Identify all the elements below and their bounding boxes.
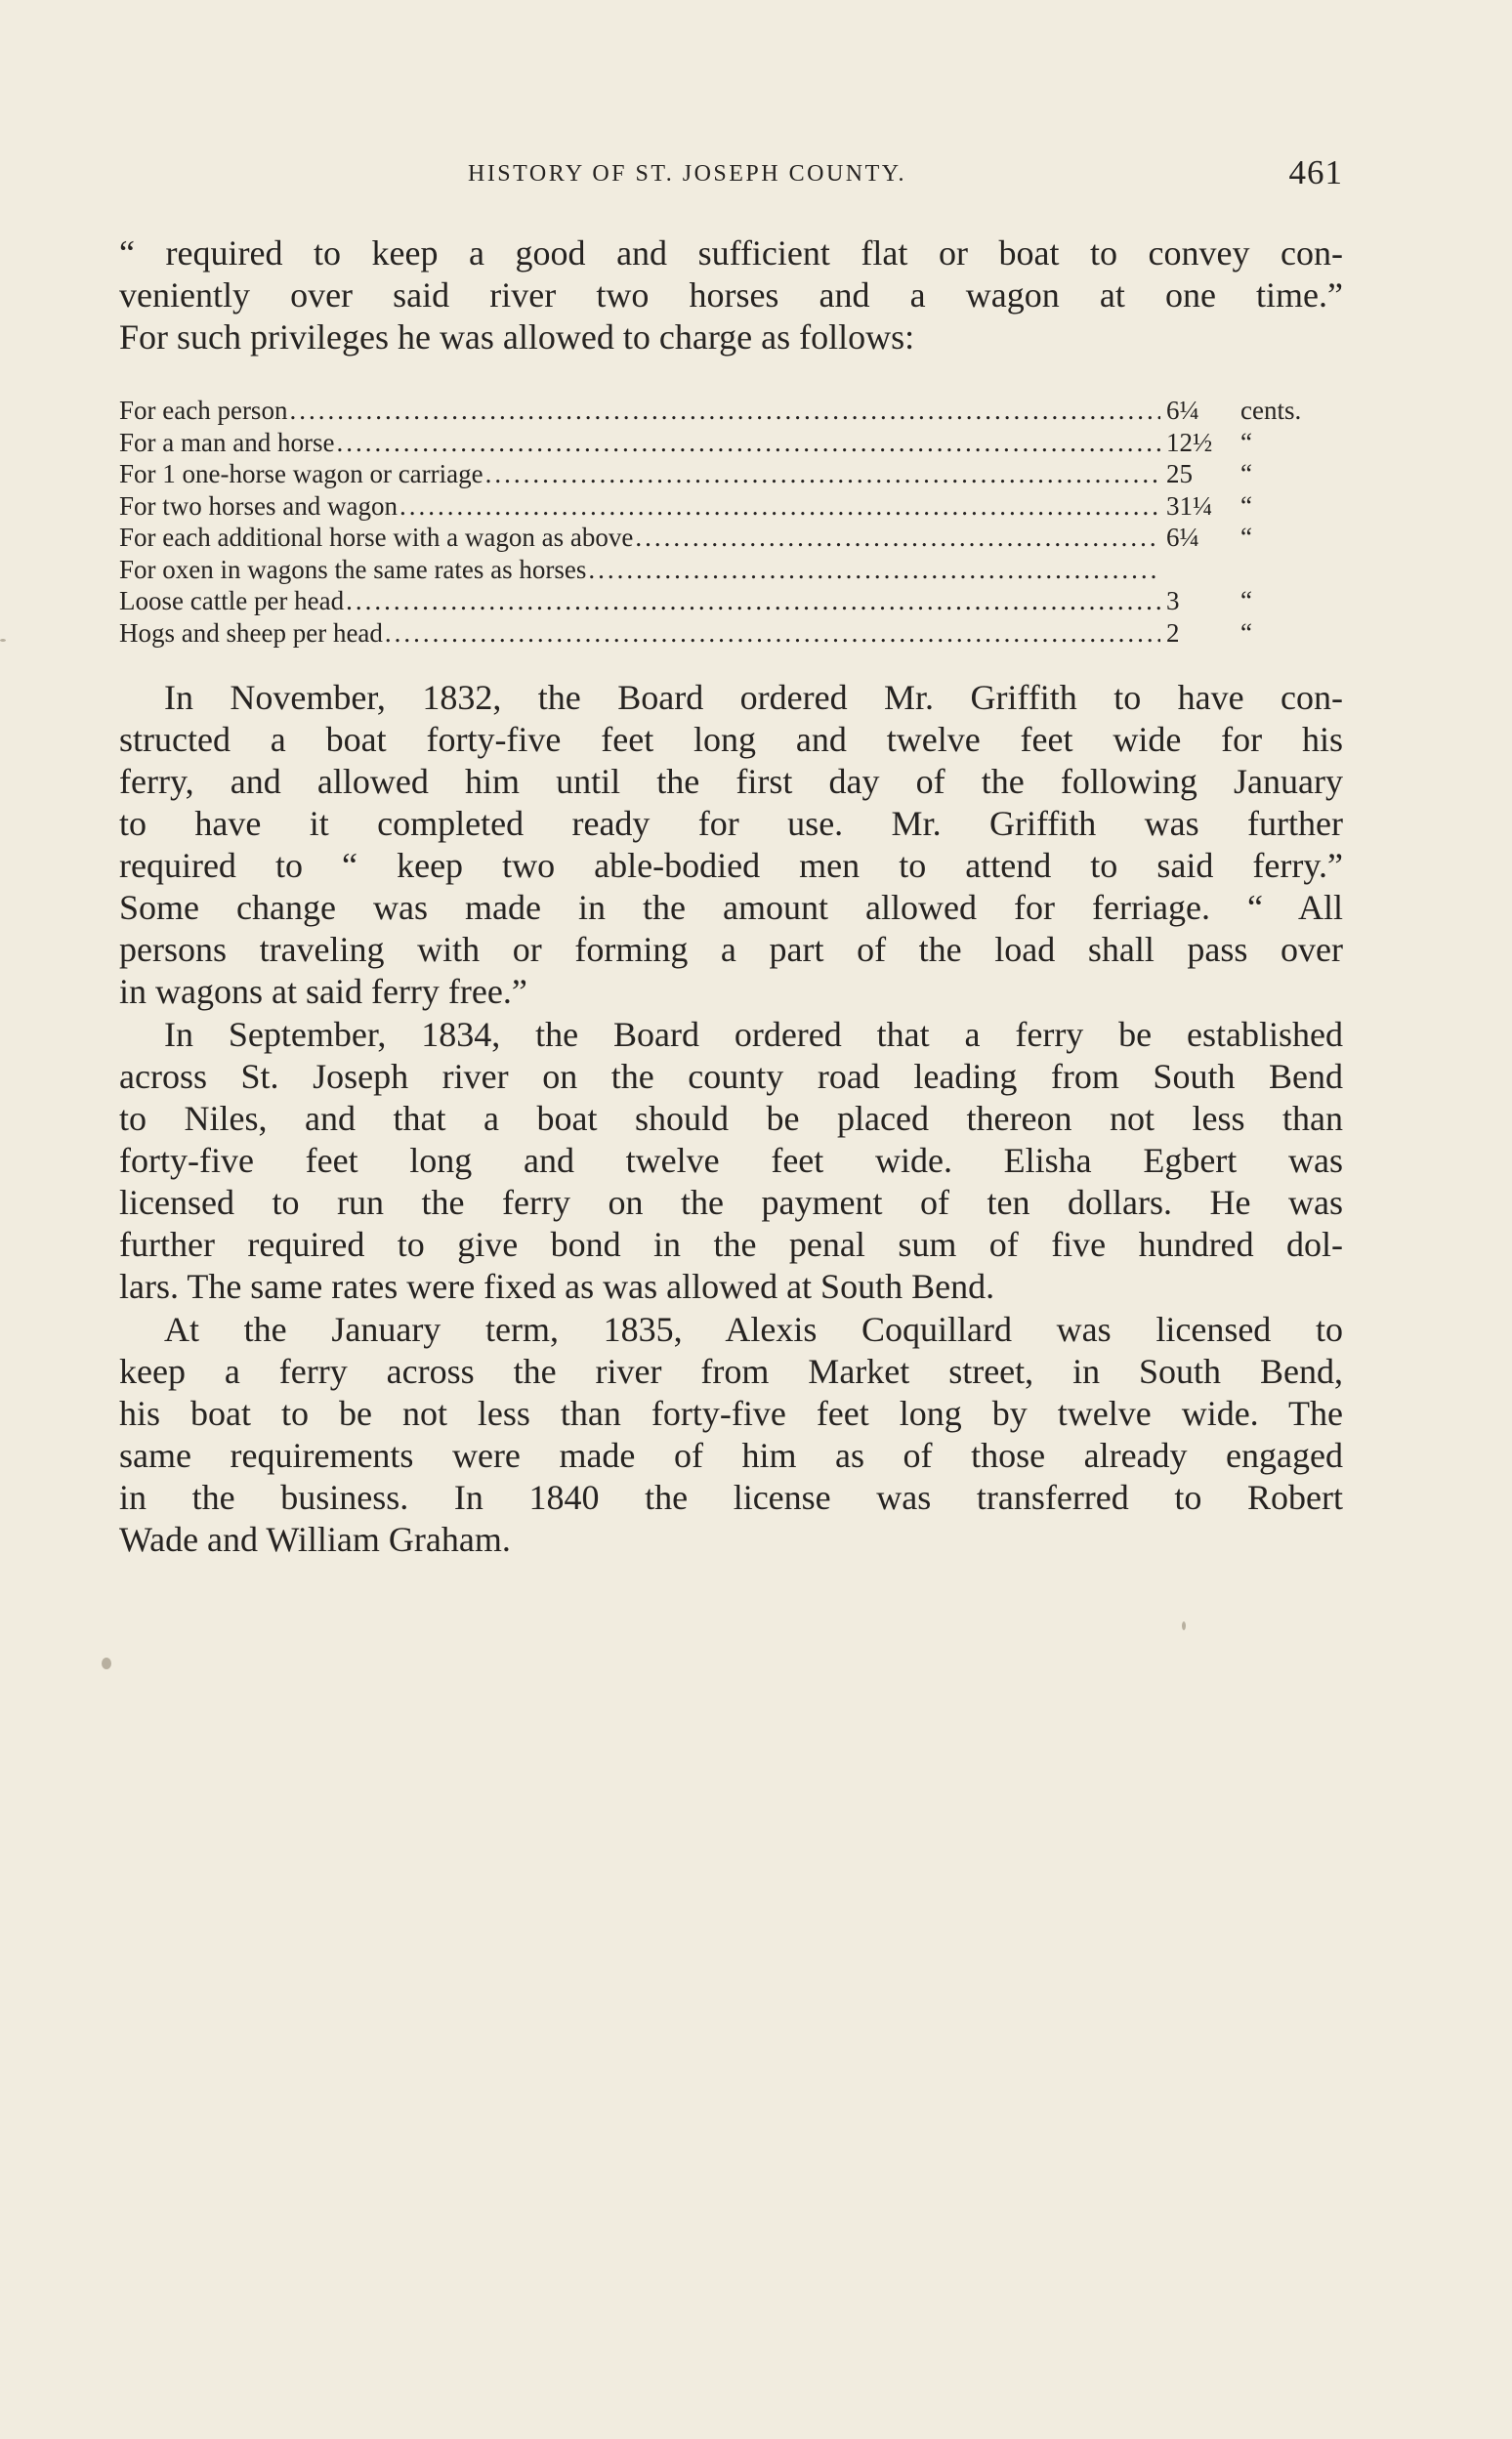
dot-leader — [336, 427, 1160, 459]
intro-paragraph — [119, 232, 1343, 358]
text-line: lars. The same rates were fixed as was allowed at South Bend. — [119, 1267, 995, 1306]
rate-row — [119, 458, 1343, 490]
rate-label: For oxen in wagons the same rates as horses — [119, 554, 587, 584]
text-line: to Niles, and that a boat should be placed thereon not less than — [119, 1099, 1343, 1138]
rate-row — [119, 395, 1343, 427]
paragraph-1832 — [119, 677, 1343, 1013]
rate-label: For a man and horse — [119, 427, 335, 457]
text-line: required to “ keep two able-bodied men to attend to said ferry.” — [119, 846, 1343, 885]
paper-speck — [1182, 1621, 1186, 1630]
text-line: Some change was made in the amount allowed for ferriage. “ All — [119, 888, 1343, 927]
rate-amount: 3 — [1166, 586, 1180, 615]
dot-leader — [385, 617, 1160, 650]
rate-unit: “ — [1240, 490, 1252, 521]
rate-amount: 12½ — [1166, 427, 1213, 457]
text-line: keep a ferry across the river from Market street, in South Bend, — [119, 1352, 1343, 1391]
rate-label: Hogs and sheep per head — [119, 617, 383, 648]
text-line: persons traveling with or forming a part of the load shall pass over — [119, 930, 1343, 969]
rate-row — [119, 522, 1343, 554]
running-head — [119, 153, 1343, 192]
text-line: to have it completed ready for use. Mr. Griffith was further — [119, 804, 1343, 843]
paragraph-1834 — [119, 1014, 1343, 1308]
rate-amount: 2 — [1166, 617, 1180, 648]
rate-unit: “ — [1240, 586, 1252, 615]
paper-speck — [0, 639, 6, 642]
rate-unit: “ — [1240, 617, 1252, 648]
rate-label: Loose cattle per head — [119, 586, 345, 615]
running-title: HISTORY OF ST. JOSEPH COUNTY. — [467, 161, 907, 187]
rate-amount: 25 — [1166, 459, 1193, 488]
text-line: structed a boat forty-five feet long and twelve feet wide for his — [119, 720, 1343, 759]
text-line: his boat to be not less than forty-five feet long by twelve wide. The — [119, 1394, 1343, 1433]
rate-amount: 6¼ — [1166, 523, 1199, 552]
dot-leader — [588, 554, 1160, 586]
text-line: in wagons at said ferry free.” — [119, 972, 527, 1011]
rate-label: For two horses and wagon — [119, 490, 398, 521]
text-line: veniently over said river two horses and a wagon at one time.” — [119, 275, 1343, 315]
dot-leader — [346, 585, 1160, 617]
rate-unit: cents. — [1240, 396, 1302, 425]
dot-leader — [399, 490, 1160, 523]
text-line: For such privileges he was allowed to charge as follows: — [119, 317, 915, 357]
rate-row — [119, 617, 1343, 650]
rate-amount: 6¼ — [1166, 396, 1199, 425]
text-line: In November, 1832, the Board ordered Mr. Griffith to have con- — [164, 678, 1343, 717]
rate-row — [119, 490, 1343, 523]
rate-row — [119, 585, 1343, 617]
dot-leader — [485, 458, 1160, 490]
rate-label: For 1 one-horse wagon or carriage — [119, 459, 483, 488]
rate-label: For each person — [119, 396, 288, 425]
text-line: ferry, and allowed him until the first day of the following January — [119, 762, 1343, 801]
text-line: Wade and William Graham. — [119, 1520, 511, 1559]
rate-unit: “ — [1240, 523, 1252, 552]
text-line: across St. Joseph river on the county road leading from South Bend — [119, 1057, 1343, 1096]
rate-amount: 31¼ — [1166, 490, 1213, 521]
ferry-rates-table — [119, 395, 1343, 649]
text-line: “ required to keep a good and sufficient flat or boat to convey con- — [119, 233, 1343, 273]
text-line: same requirements were made of him as of those already engaged — [119, 1436, 1343, 1475]
page-number: 461 — [1288, 153, 1343, 191]
rate-unit: “ — [1240, 427, 1252, 457]
text-line: At the January term, 1835, Alexis Coquillard was licensed to — [164, 1310, 1343, 1349]
text-line: in the business. In 1840 the license was transferred to Robert — [119, 1478, 1343, 1517]
text-line: forty-five feet long and twelve feet wide. Elisha Egbert was — [119, 1141, 1343, 1180]
rate-row — [119, 554, 1343, 586]
rate-label: For each additional horse with a wagon as above — [119, 523, 634, 552]
text-line: further required to give bond in the penal sum of five hundred dol- — [119, 1225, 1343, 1264]
dot-leader — [289, 395, 1160, 427]
dot-leader — [635, 522, 1160, 554]
paper-speck — [102, 1658, 111, 1669]
text-line: In September, 1834, the Board ordered that a ferry be established — [164, 1015, 1343, 1054]
paragraph-1835 — [119, 1309, 1343, 1561]
rate-unit: “ — [1240, 459, 1252, 488]
text-line: licensed to run the ferry on the payment of ten dollars. He was — [119, 1183, 1343, 1222]
rate-row — [119, 427, 1343, 459]
